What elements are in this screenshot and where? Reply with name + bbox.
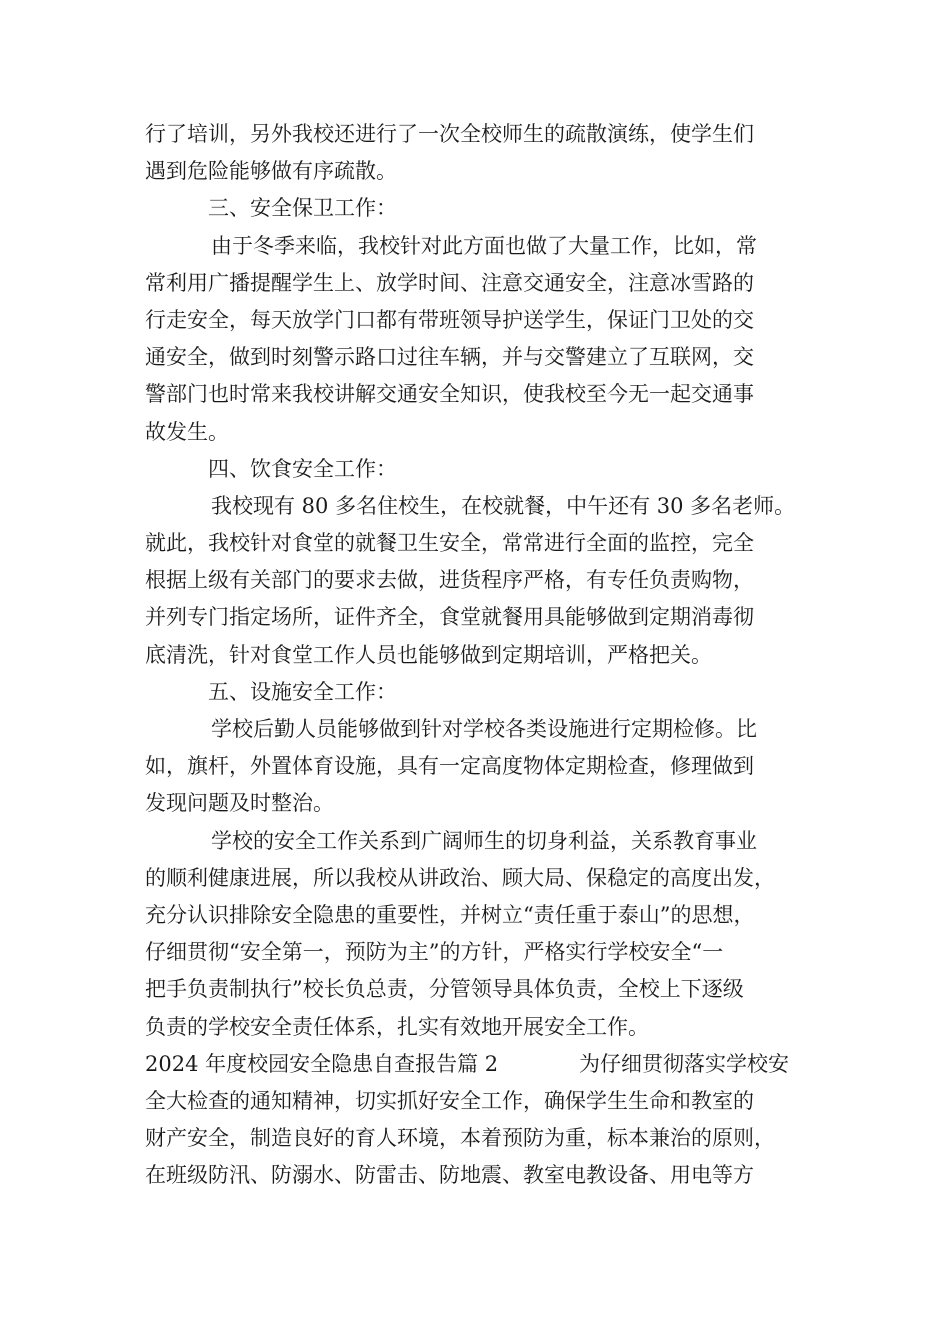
section-heading-food: 四、饮食安全工作： <box>208 456 397 481</box>
paragraph-line: 负责的学校安全责任体系，扎实有效地开展安全工作。 <box>145 1014 649 1039</box>
paragraph-line: 由于冬季来临，我校针对此方面也做了大量工作，比如，常 <box>211 233 757 258</box>
paragraph-line: 在班级防汛、防溺水、防雷击、防地震、教室电教设备、用电等方 <box>145 1163 754 1188</box>
paragraph-line: 底清洗，针对食堂工作人员也能够做到定期培训，严格把关。 <box>145 642 712 667</box>
paragraph-line: 我校现有 80 多名住校生，在校就餐，中午还有 30 多名老师。 <box>211 493 796 518</box>
paragraph-line: 的顺利健康进展，所以我校从讲政治、顾大局、保稳定的高度出发， <box>145 865 775 890</box>
paragraph-line: 故发生。 <box>145 419 229 444</box>
paragraph-line: 把手负责制执行”校长负总责，分管领导具体负责，全校上下逐级 <box>145 977 744 1002</box>
paragraph-line: 学校的安全工作关系到广阔师生的切身利益，关系教育事业 <box>211 828 757 853</box>
paragraph-line: 常利用广播提醒学生上、放学时间、注意交通安全，注意冰雪路的 <box>145 270 754 295</box>
report-intro: 为仔细贯彻落实学校安 <box>579 1051 789 1076</box>
section-heading-security: 三、安全保卫工作： <box>208 196 397 221</box>
report-title-line <box>145 1046 815 1083</box>
paragraph-line: 通安全，做到时刻警示路口过往车辆，并与交警建立了互联网，交 <box>145 345 754 370</box>
paragraph-line: 发现问题及时整治。 <box>145 791 334 816</box>
document-body <box>145 116 815 1194</box>
paragraph-line: 行走安全，每天放学门口都有带班领导护送学生，保证门卫处的交 <box>145 307 754 332</box>
paragraph-line: 仔细贯彻“安全第一，预防为主”的方针，严格实行学校安全“一 <box>145 940 724 965</box>
paragraph-line: 充分认识排除安全隐患的重要性，并树立“责任重于泰山”的思想， <box>145 902 755 927</box>
paragraph-line: 遇到危险能够做有序疏散。 <box>145 159 397 184</box>
paragraph-line: 并列专门指定场所，证件齐全，食堂就餐用具能够做到定期消毒彻 <box>145 605 754 630</box>
section-heading-facilities: 五、设施安全工作： <box>208 679 397 704</box>
paragraph-line: 全大检查的通知精神，切实抓好安全工作，确保学生生命和教室的 <box>145 1088 754 1113</box>
paragraph-line: 警部门也时常来我校讲解交通安全知识，使我校至今无一起交通事 <box>145 382 754 407</box>
report-title: 2024 年度校园安全隐患自查报告篇 2 <box>145 1051 499 1076</box>
paragraph-line: 就此，我校针对食堂的就餐卫生安全，常常进行全面的监控，完全 <box>145 531 754 556</box>
paragraph-line: 根据上级有关部门的要求去做，进货程序严格，有专任负责购物， <box>145 568 754 593</box>
paragraph-line: 财产安全，制造良好的育人环境，本着预防为重，标本兼治的原则， <box>145 1126 775 1151</box>
paragraph-line: 学校后勤人员能够做到针对学校各类设施进行定期检修。比 <box>211 717 757 741</box>
paragraph-line: 行了培训，另外我校还进行了一次全校师生的疏散演练，使学生们 <box>145 122 754 146</box>
paragraph-line: 如，旗杆，外置体育设施，具有一定高度物体定期检查，修理做到 <box>145 754 754 779</box>
